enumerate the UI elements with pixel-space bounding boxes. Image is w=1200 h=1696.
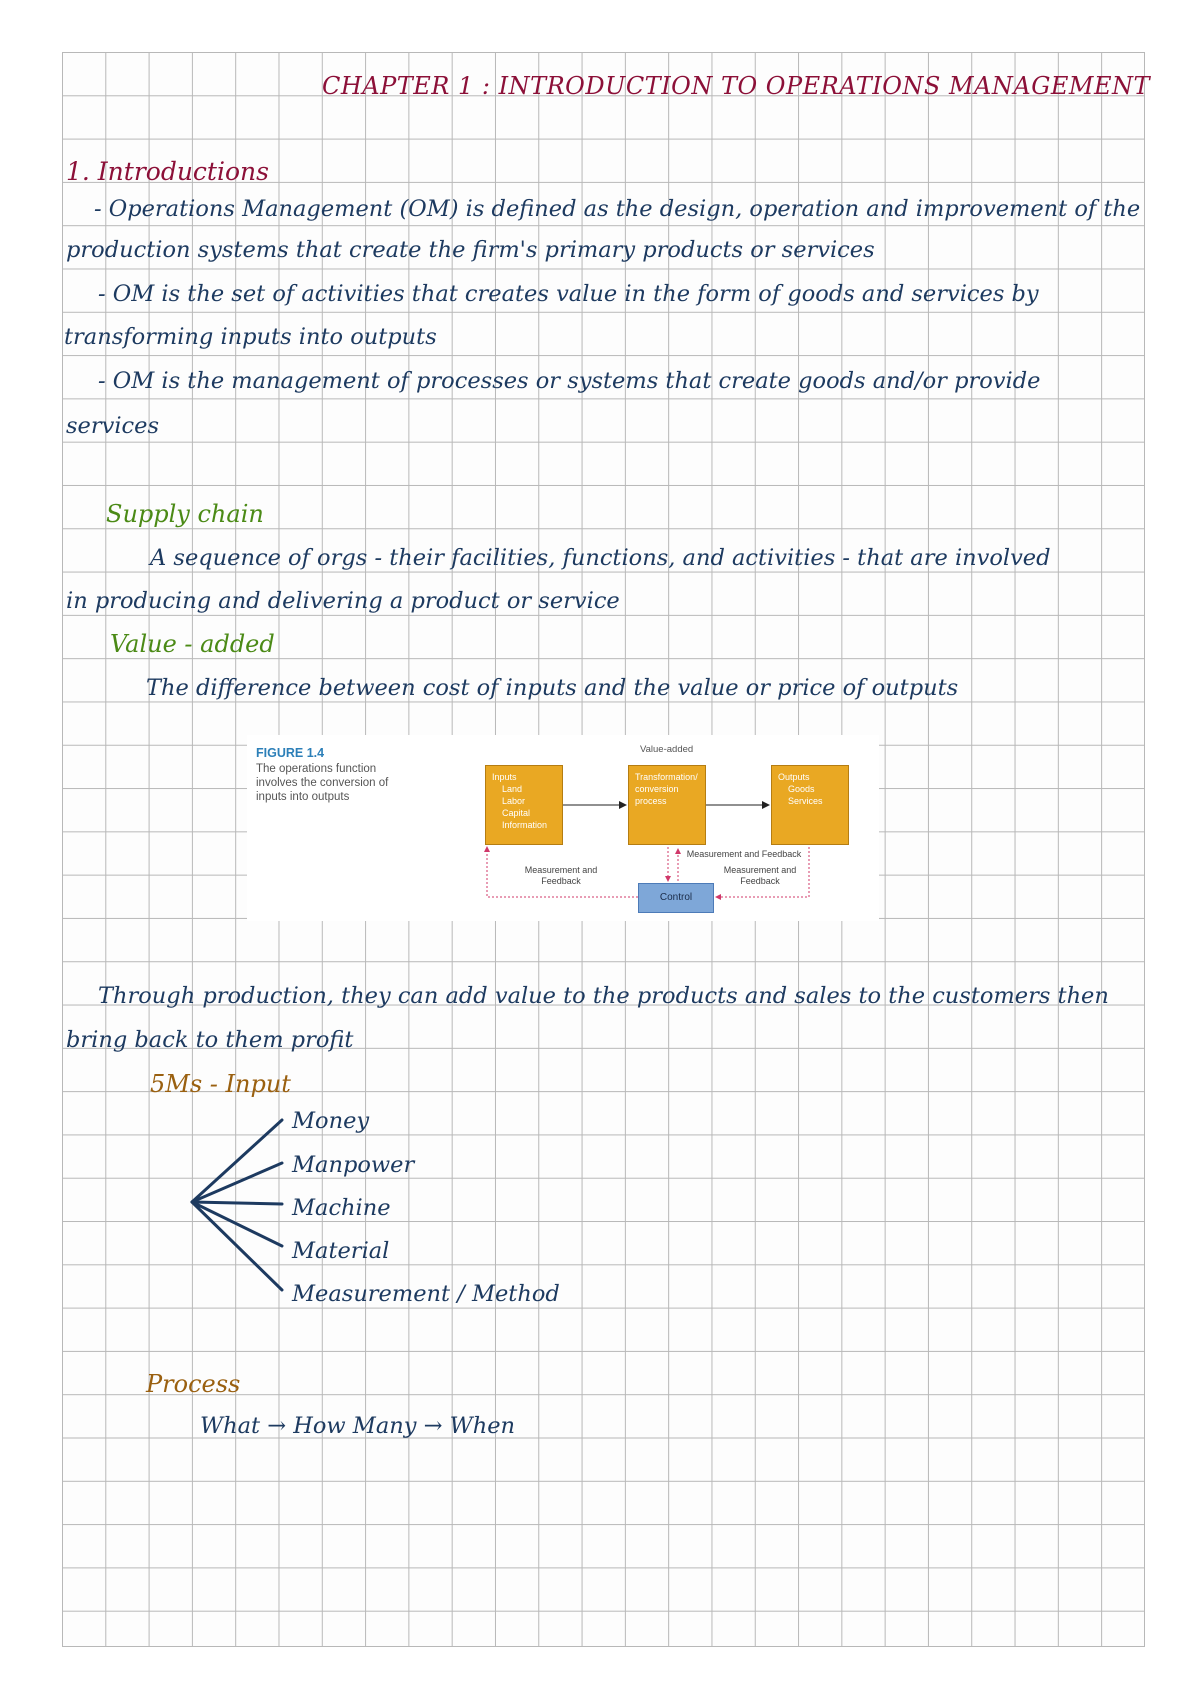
transformation-box: Transformation/ conversion process (628, 765, 706, 845)
five-ms-item: Machine (292, 1195, 391, 1221)
outputs-box (771, 765, 849, 845)
value-added-line: The difference between cost of inputs and the value or price of outputs (146, 675, 959, 701)
process-flow: What → How Many → When (200, 1413, 516, 1439)
feedback-right-label: Measurement and Feedback (723, 865, 797, 886)
intro-line: transforming inputs into outputs (64, 324, 437, 350)
supply-chain-heading: Supply chain (106, 500, 264, 528)
intro-line: services (66, 413, 159, 439)
feedback-left-label: Measurement and Feedback (524, 865, 598, 886)
figure-caption: The operations function involves the conversion of inputs into outputs (256, 763, 389, 803)
page-title: CHAPTER 1 : INTRODUCTION TO OPERATIONS MANAGEMENT (322, 72, 1150, 100)
five-ms-item: Measurement / Method (292, 1281, 560, 1307)
five-ms-item: Manpower (292, 1152, 415, 1178)
production-line: bring back to them profit (66, 1027, 354, 1053)
control-box: Control (638, 883, 714, 913)
five-ms-item: Money (292, 1108, 370, 1134)
feedback-top-label: Measurement and Feedback (686, 849, 802, 859)
value-added-label: Value-added (640, 744, 694, 755)
input-item: Land (502, 784, 523, 794)
input-item: Information (502, 820, 548, 830)
inputs-title: Inputs (492, 772, 517, 782)
value-added-heading: Value - added (110, 630, 275, 658)
input-item: Labor (502, 796, 526, 806)
intro-line: - OM is the management of processes or systems that create goods and/or provide (98, 368, 1041, 394)
outputs-title: Outputs (778, 772, 810, 782)
production-line: Through production, they can add value to the products and sales to the customers then (98, 983, 1109, 1009)
five-ms-heading: 5Ms - Input (150, 1070, 291, 1098)
section-heading: 1. Introductions (66, 157, 269, 186)
intro-line: - Operations Management (OM) is defined as the design, operation and improvement of the (94, 196, 1141, 222)
process-heading: Process (146, 1370, 241, 1398)
supply-chain-line: in producing and delivering a product or service (66, 588, 620, 614)
figure-label: FIGURE 1.4 (256, 746, 325, 760)
output-item: Services (788, 796, 823, 806)
supply-chain-line: A sequence of orgs - their facilities, functions, and activities - that are involved (150, 545, 1051, 571)
five-ms-item: Material (292, 1238, 390, 1264)
input-item: Capital (502, 808, 531, 818)
figure-1-4 (247, 735, 879, 921)
inputs-box (485, 765, 563, 845)
output-item: Goods (788, 784, 815, 794)
intro-line: production systems that create the firm's primary products or services (66, 237, 875, 263)
intro-line: - OM is the set of activities that creates value in the form of goods and services by (98, 281, 1039, 307)
